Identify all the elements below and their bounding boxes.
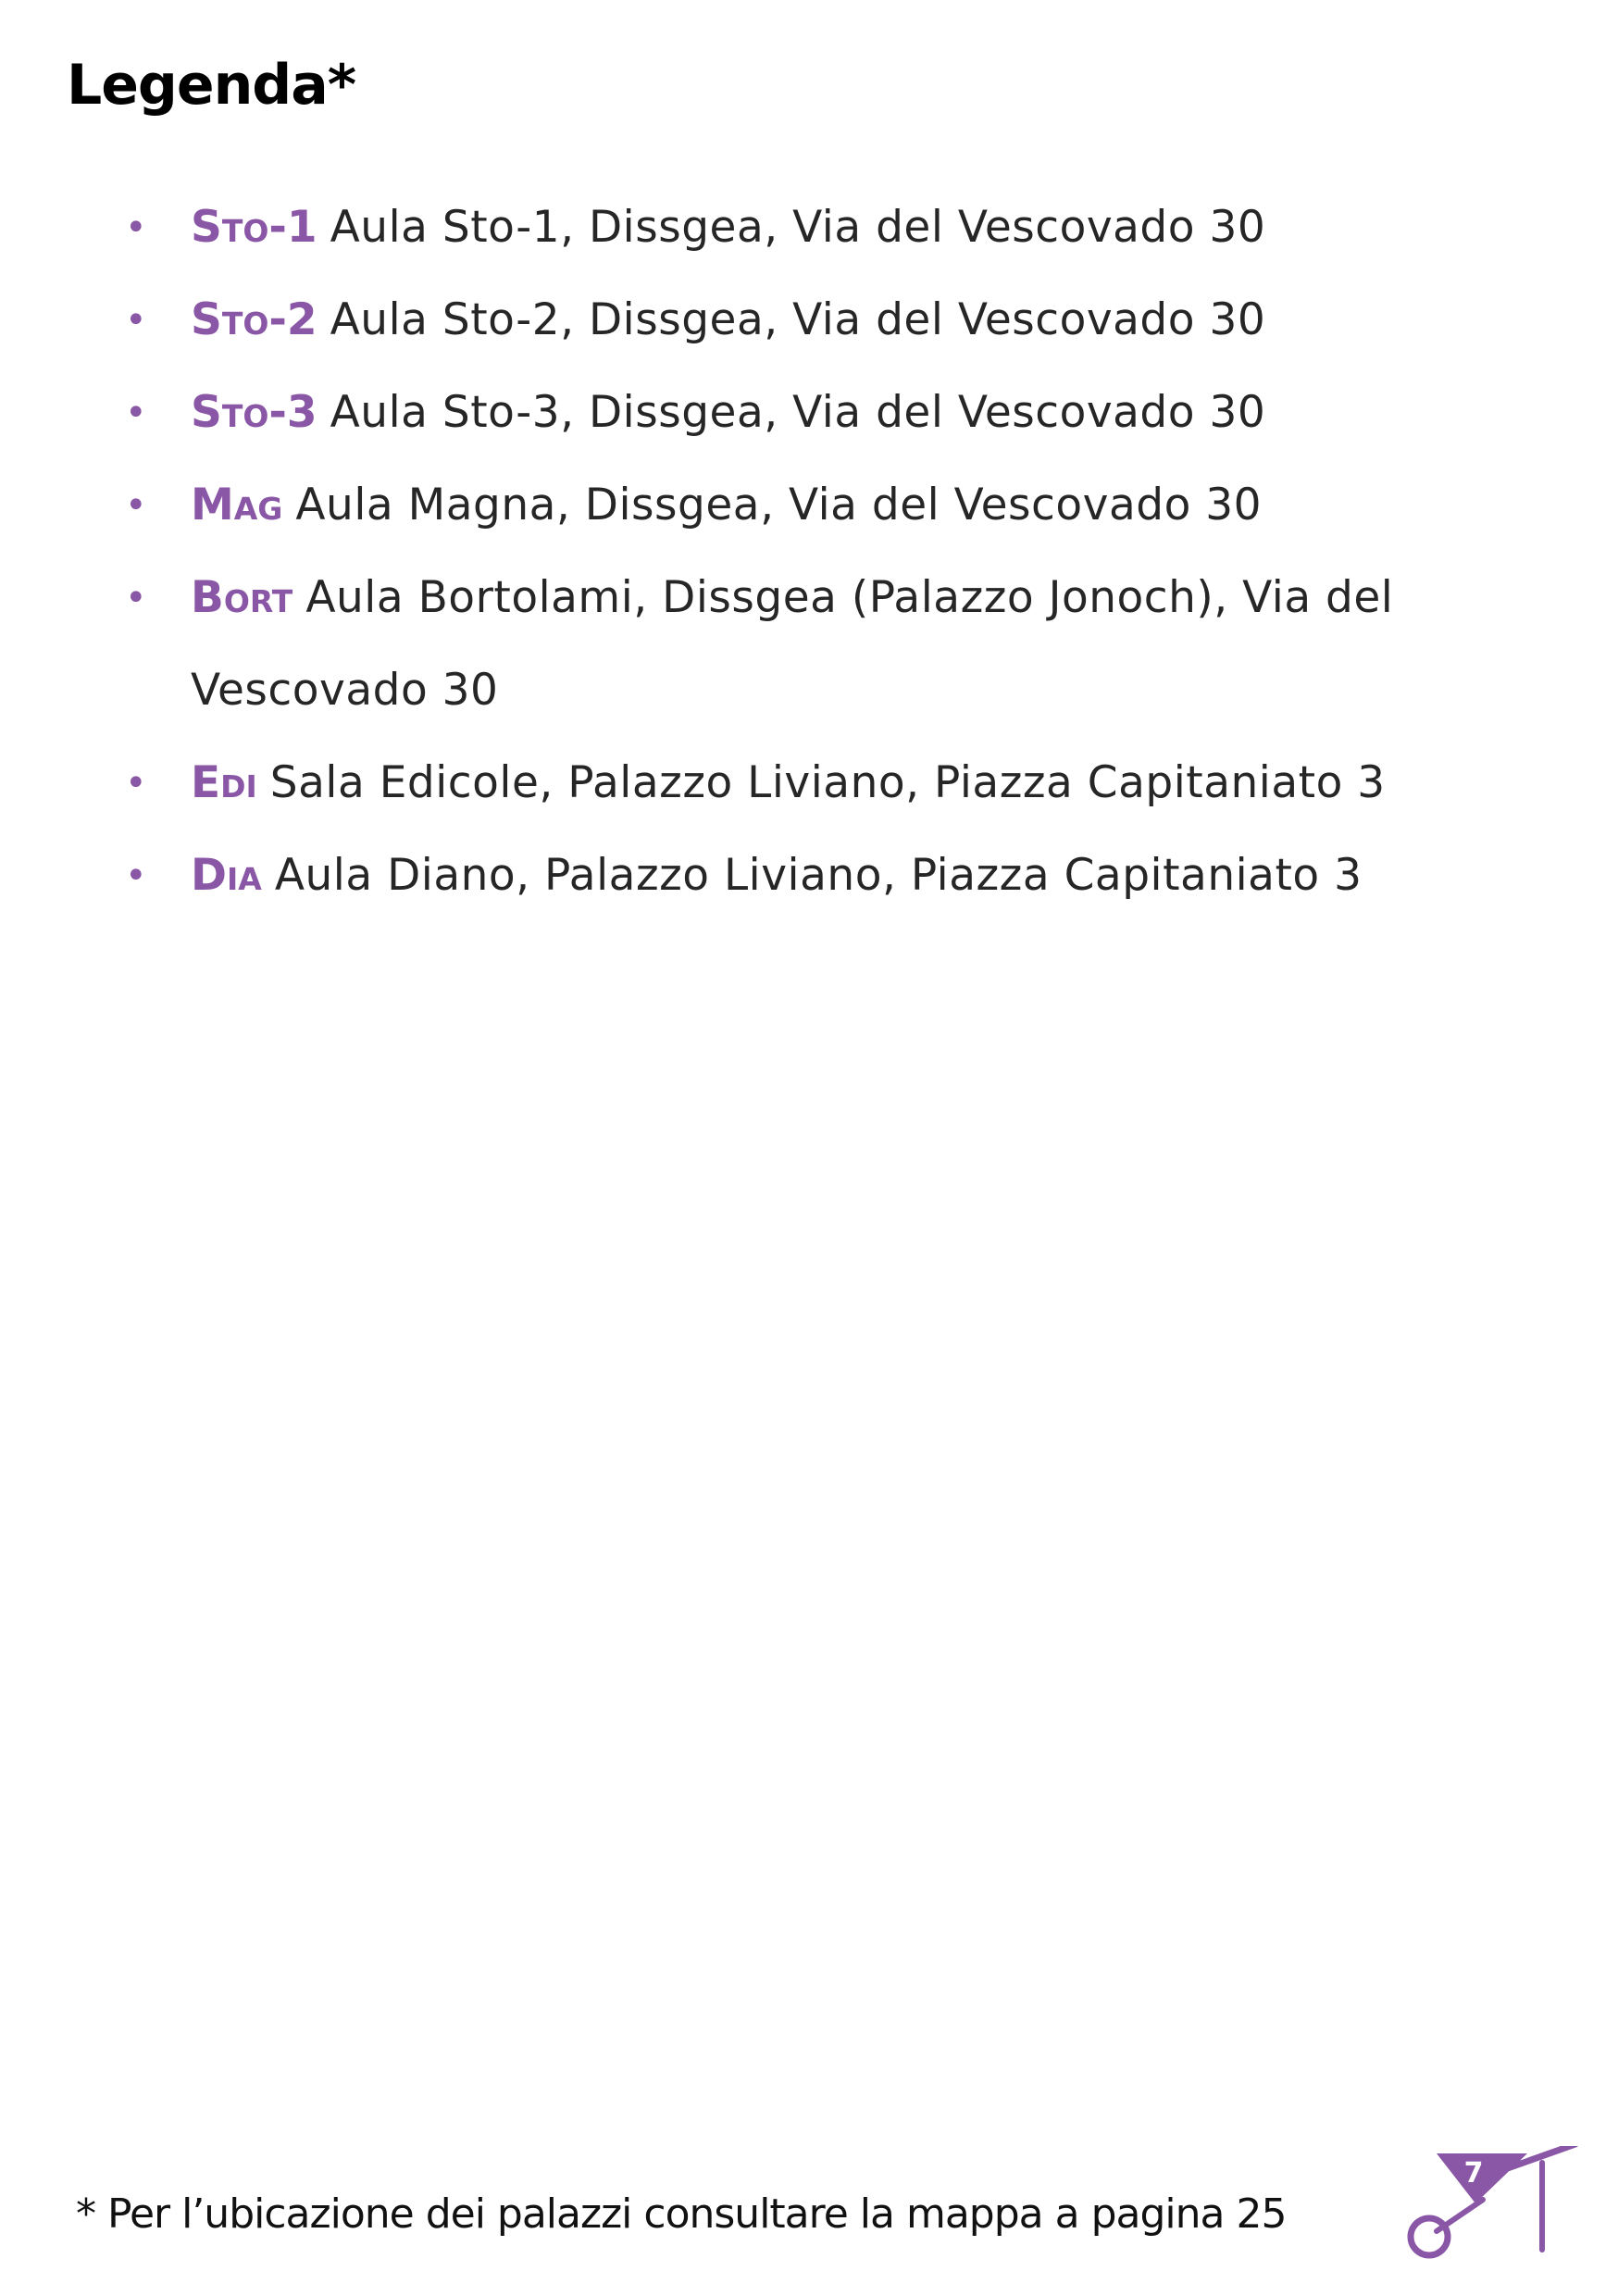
bullet-icon: • (124, 577, 148, 619)
bullet-icon: • (124, 392, 148, 434)
bullet-icon: • (124, 484, 148, 527)
list-item (0, 274, 1618, 367)
room-description: Aula Magna, Dissgea, Via del Vescovado 30 (295, 480, 1263, 530)
room-code: Bort (191, 572, 293, 623)
bullet-icon: • (124, 206, 148, 249)
room-description: Aula Sto-1, Dissgea, Via del Vescovado 30 (330, 202, 1266, 253)
room-description: Aula Bortolami, Dissgea (Palazzo Jonoch), Via del Vescovado 30 (191, 572, 1394, 716)
room-code: Sto-2 (191, 294, 317, 345)
room-code: Mag (191, 480, 283, 530)
room-code: Dia (191, 850, 262, 901)
page-number-badge (1403, 2146, 1579, 2266)
list-item (0, 737, 1618, 830)
page-number: 7 (1463, 2157, 1484, 2190)
room-description: Aula Sto-3, Dissgea, Via del Vescovado 30 (330, 387, 1266, 438)
bullet-icon: • (124, 855, 148, 897)
list-item (0, 459, 1618, 552)
room-description: Aula Diano, Palazzo Liviano, Piazza Capitaniato 3 (274, 850, 1363, 901)
page-title: Legenda* (67, 53, 356, 118)
legend-list (0, 181, 1618, 922)
room-code: Edi (191, 757, 257, 808)
room-description: Aula Sto-2, Dissgea, Via del Vescovado 30 (330, 294, 1266, 345)
bullet-icon: • (124, 762, 148, 805)
list-item (0, 830, 1618, 922)
list-item (0, 552, 1618, 737)
list-item (0, 181, 1618, 274)
room-description: Sala Edicole, Palazzo Liviano, Piazza Capitaniato 3 (269, 757, 1386, 808)
bullet-icon: • (124, 299, 148, 342)
footnote: * Per l’ubicazione dei palazzi consultare la mappa a pagina 25 (76, 2190, 1287, 2238)
room-code: Sto-3 (191, 387, 317, 438)
room-code: Sto-1 (191, 202, 317, 253)
list-item (0, 367, 1618, 459)
